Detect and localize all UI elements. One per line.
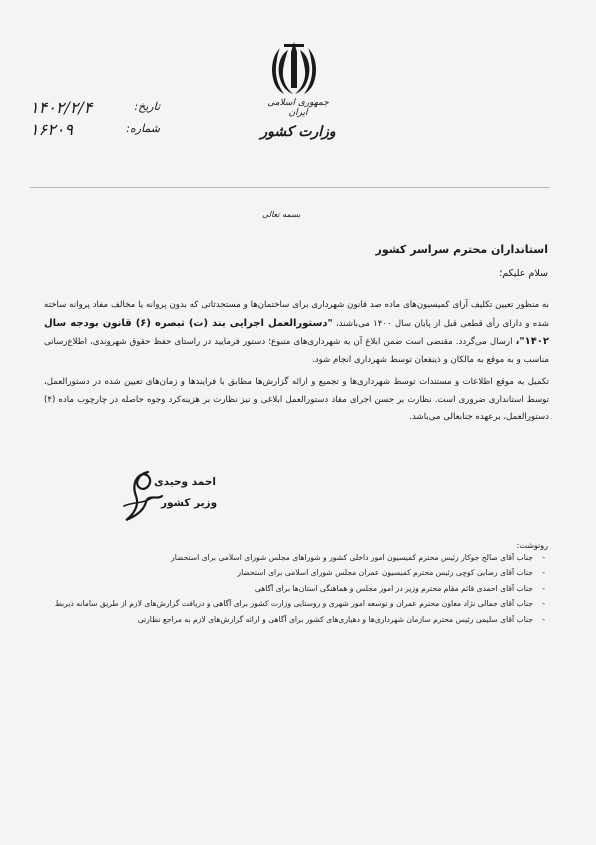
- signatory-name: احمد وحیدی: [154, 476, 216, 488]
- number-value: ۱۶۲۰۹: [30, 120, 73, 139]
- cc-label: رونوشت:: [516, 541, 548, 550]
- cc-item: - جناب آقای صالح جوکار رئیس محترم کمیسیون امور داخلی کشور و شوراهای مجلس شورای اسلامی برای استحضار: [171, 553, 545, 562]
- number-row: [30, 120, 160, 142]
- number-label: شماره:: [126, 122, 160, 135]
- emblem-of-iran-icon: [266, 38, 322, 98]
- date-value: ۱۴۰۲/۲/۴: [30, 98, 93, 117]
- header-divider: [30, 187, 550, 188]
- cc-item: - جناب آقای جمالی نژاد معاون محترم عمران و توسعه امور شهری و روستایی وزارت کشور برای آگاهی و دریافت گزارش‌های لازم از طریق سامانه ذیربط: [54, 599, 545, 609]
- signature-scribble: [118, 466, 170, 526]
- cc-item: - جناب آقای رضایی کوچی رئیس محترم کمیسیون عمران مجلس شورای اسلامی برای استحضار: [237, 568, 545, 578]
- paragraph-1: [44, 297, 549, 369]
- cc-list: [40, 550, 545, 627]
- cc-item: - جناب آقای سلیمی رئیس محترم سازمان شهرداری‌ها و دهیاری‌های کشور برای آگاهی و ارائه گزارش‌های لازم به مراجع نظارتی: [137, 614, 545, 624]
- ministry-subtitle: جمهوری اسلامی ایران: [267, 98, 329, 118]
- date-label: تاریخ:: [134, 100, 160, 113]
- ministry-title: وزارت کشور: [260, 124, 336, 140]
- paragraph-1-intro: به منظور تعیین تکلیف آرای کمیسیون‌های ماده صد قانون شهرداری برای ساختمان‌ها و مستحدثاتی که بدون پروانه یا مخالف مفاد پروانه ساخته شده و دارای رأی قطعی قبل از پایان سال ۱۴۰۰ می‌باشند،: [44, 300, 549, 329]
- date-row: [30, 98, 160, 120]
- bismillah-heading: بسمه تعالی: [262, 210, 301, 219]
- greeting: سلام علیکم؛: [499, 268, 548, 279]
- paragraph-2: تکمیل به موقع اطلاعات و مستندات توسط شهرداری‌ها و تجمیع و ارائه گزارش‌ها مطابق با فرایندها و زمان‌های تعیین شده در دستورالعمل، توسط استانداری ضروری است. نظارت بر حسن اجرای مفاد دستورالعمل ابلاغی و نیز نظارت بر هزینه‌کرد وجوه حاصله در چارچوب ماده (۴) دستورالعمل، برعهده جنابعالی می‌باشد.: [44, 377, 549, 422]
- cc-item: - جناب آقای احمدی قائم مقام محترم وزیر در امور مجلس و هماهنگی استان‌ها برای آگاهی: [254, 583, 545, 593]
- paragraph-1-instruction: ارسال می‌گردد. مقتضی است ضمن ابلاغ آن به شهرداری‌های متبوع؛ دستور فرمایید در راستای حفظ حقوق شهروندی، اطلاع‌رسانی مناسب و به موقع به مالکان و ذینفعان توسط شهرداری انجام شود.: [44, 337, 549, 365]
- signatory-title: وزیر کشور: [161, 497, 218, 509]
- addressee: استانداران محترم سراسر کشور: [375, 243, 548, 256]
- paragraph-1-directive-title: "دستورالعمل اجرایی بند (ت) تبصره (۶) قانون بودجه سال ۱۴۰۲"،: [44, 317, 550, 347]
